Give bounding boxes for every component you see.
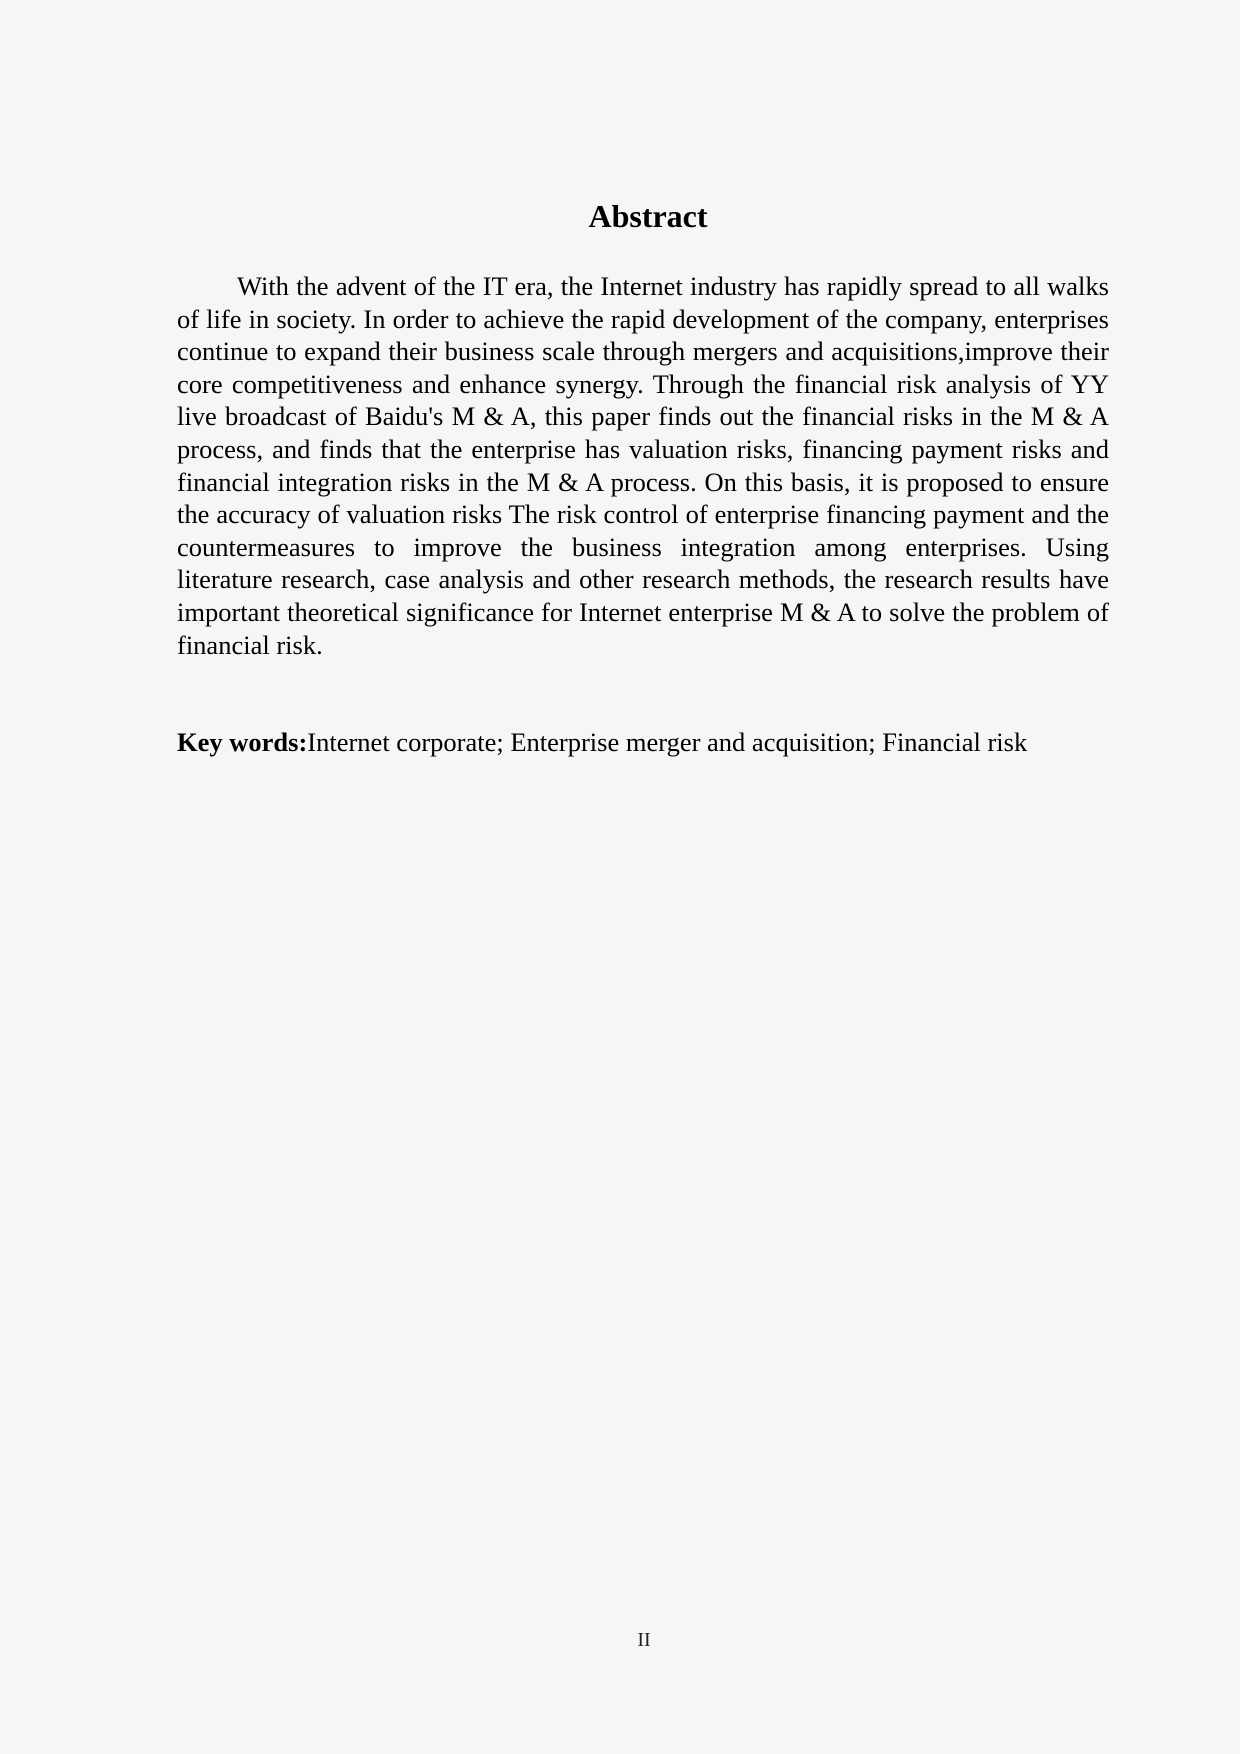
abstract-paragraph: With the advent of the IT era, the Internet industry has rapidly spread to all walks of life in society. In order to achieve the rapid development of the company, enterprises continue to expand their business scale through mergers and acquisitions,improve their core competitiveness and enhance synergy. Through the financial risk analysis of YY live broadcast of Baidu's M & A, this paper finds out the financial risks in the M & A process, and finds that the enterprise has valuation risks, financing payment risks and financial integration risks in the M & A process. On this basis, it is proposed to ensure the accuracy of valuation risks The risk control of enterprise financing payment and the countermeasures to improve the business integration among enterprises. Using literature research, case analysis and other research methods, the research results have important theoretical significance for Internet enterprise M & A to solve the problem of financial risk. xyxy=(177,271,1109,660)
keywords-line xyxy=(177,726,1109,759)
page-number: II xyxy=(637,1629,651,1651)
abstract-title: Abstract xyxy=(588,198,708,234)
keywords-text: Internet corporate; Enterprise merger and acquisition; Financial risk xyxy=(307,727,1028,757)
keywords-label: Key words: xyxy=(177,727,308,757)
